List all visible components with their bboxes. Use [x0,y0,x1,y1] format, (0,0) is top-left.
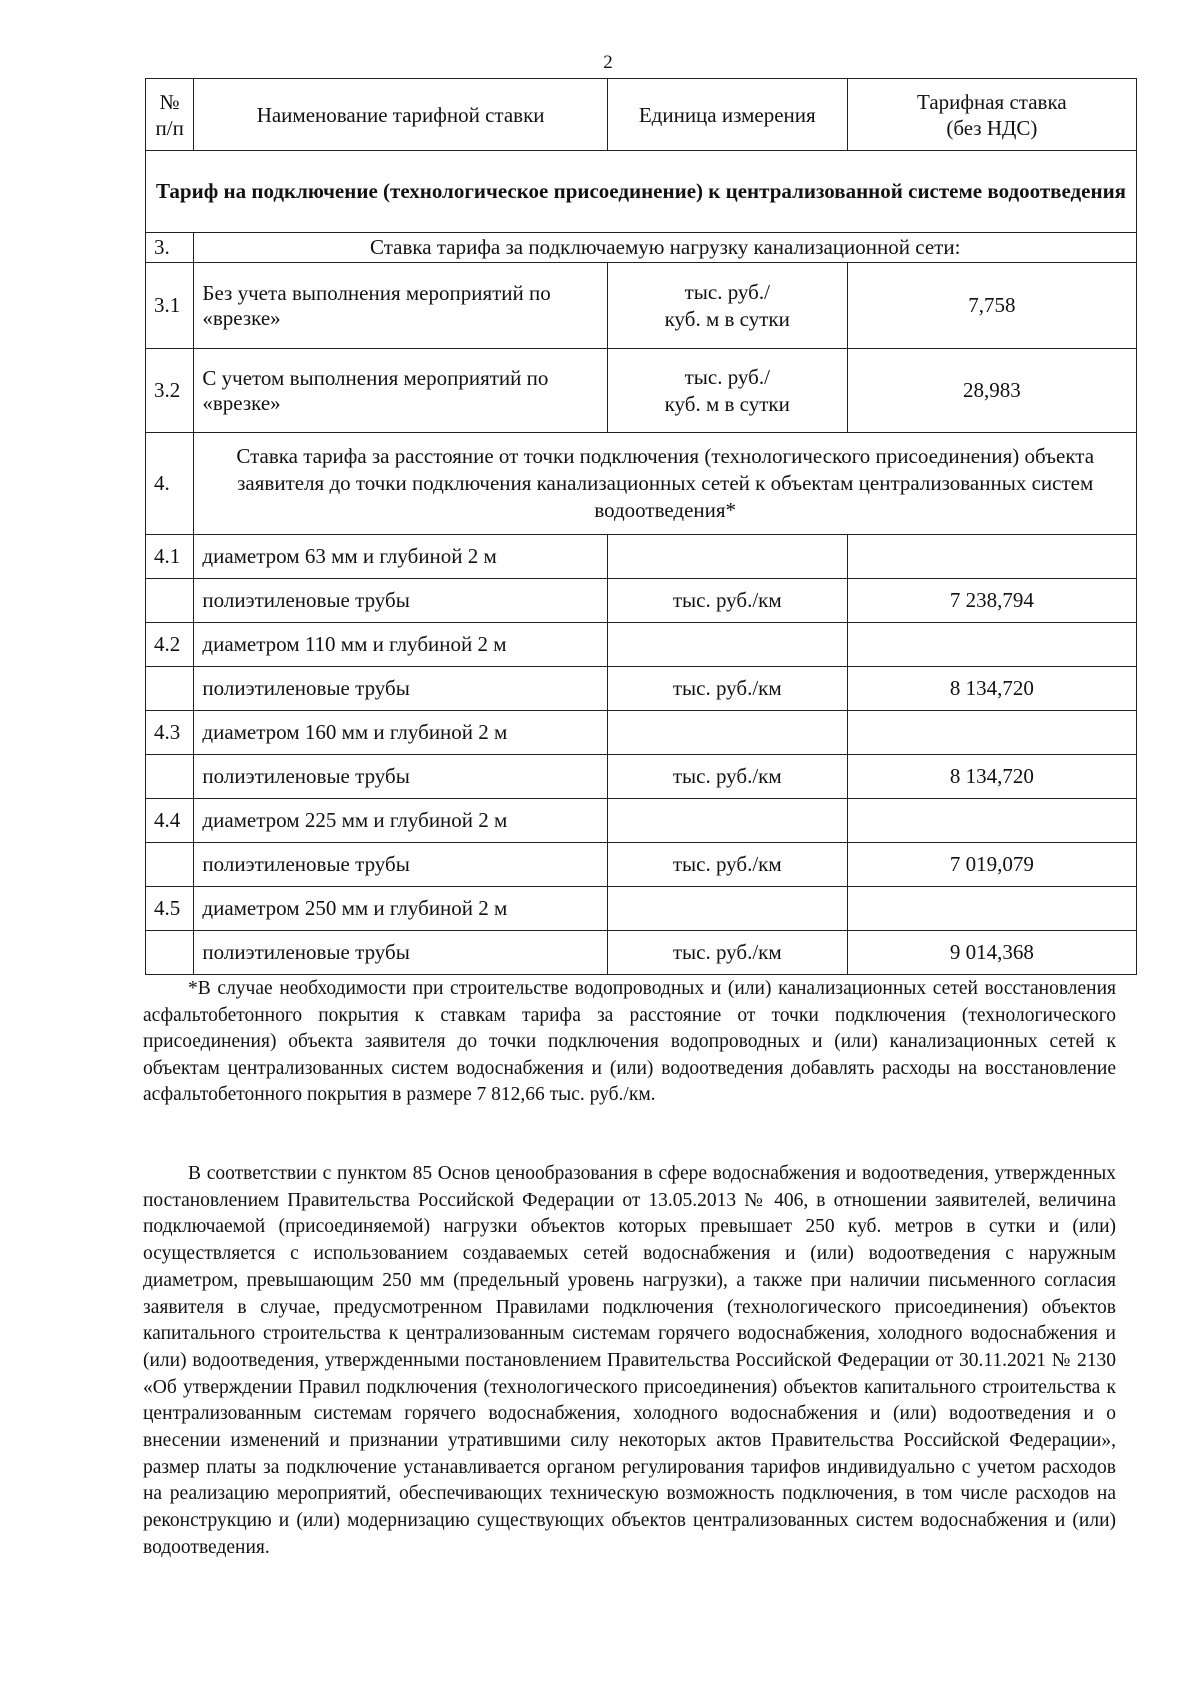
row-name: полиэтиленовые трубы [194,579,607,623]
row-num: 4.1 [146,535,194,579]
table-row [146,579,1137,623]
row-unit [607,535,847,579]
table-row [146,263,1137,349]
row-unit: тыс. руб./км [607,843,847,887]
row-num [146,755,194,799]
row-unit [607,887,847,931]
row-name: диаметром 225 мм и глубиной 2 м [194,799,607,843]
row-unit: тыс. руб./км [607,667,847,711]
row-num: 3.2 [146,349,194,433]
row-num: 3.1 [146,263,194,349]
table-row [146,799,1137,843]
section-title: Тариф на подключение (технологическое присоединение) к централизованной системе водоотведения [146,151,1137,233]
row-rate: 7 238,794 [847,579,1136,623]
table-row [146,233,1137,263]
row-rate [847,711,1136,755]
row-num: 4.5 [146,887,194,931]
row-num: 3. [146,233,194,263]
row-name: Ставка тарифа за подключаемую нагрузку канализационной сети: [194,233,1137,263]
header-unit: Единица измерения [607,79,847,151]
row-name: С учетом выполнения мероприятий по «врезке» [194,349,607,433]
footnote [143,976,1116,1109]
row-rate: 8 134,720 [847,667,1136,711]
row-num: 4.3 [146,711,194,755]
table-row [146,887,1137,931]
row-name: Ставка тарифа за расстояние от точки подключения (технологического присоединения) объекта заявителя до точки подключения канализационных сетей к объектам централизованных систем водоотведения* [194,433,1137,535]
table-row [146,623,1137,667]
row-unit [607,623,847,667]
row-num: 4.4 [146,799,194,843]
main-paragraph [143,1161,1116,1562]
row-rate [847,799,1136,843]
table-row [146,349,1137,433]
row-rate: 9 014,368 [847,931,1136,975]
row-rate: 28,983 [847,349,1136,433]
row-unit: тыс. руб./ куб. м в сутки [607,263,847,349]
header-name: Наименование тарифной ставки [194,79,607,151]
table-header-row [146,79,1137,151]
row-name: Без учета выполнения мероприятий по «врезке» [194,263,607,349]
table-row [146,755,1137,799]
row-name: полиэтиленовые трубы [194,843,607,887]
page-number: 2 [603,52,613,73]
row-num [146,843,194,887]
row-name: полиэтиленовые трубы [194,667,607,711]
table-row [146,667,1137,711]
row-rate [847,623,1136,667]
row-rate: 8 134,720 [847,755,1136,799]
row-unit: тыс. руб./км [607,931,847,975]
row-name: полиэтиленовые трубы [194,931,607,975]
row-name: диаметром 160 мм и глубиной 2 м [194,711,607,755]
table-row [146,535,1137,579]
row-rate: 7,758 [847,263,1136,349]
row-unit [607,711,847,755]
row-rate: 7 019,079 [847,843,1136,887]
row-num [146,667,194,711]
row-unit: тыс. руб./км [607,755,847,799]
table-row [146,843,1137,887]
row-name: диаметром 250 мм и глубиной 2 м [194,887,607,931]
row-num [146,931,194,975]
row-unit: тыс. руб./км [607,579,847,623]
row-rate [847,887,1136,931]
table-row [146,711,1137,755]
table-row [146,433,1137,535]
footnote-text: *В случае необходимости при строительстве водопроводных и (или) канализационных сетей восстановления асфальтобетонного покрытия к ставкам тарифа за расстояние от точки подключения (технологического присоединения) объекта заявителя до точки подключения водопроводных и (или) канализационных сетей к объектам централизованных систем водоснабжения и (или) водоотведения добавлять расходы на восстановление асфальтобетонного покрытия в размере 7 812,66 тыс. руб./км. [143,978,1116,1105]
row-name: диаметром 63 мм и глубиной 2 м [194,535,607,579]
section-title-row [146,151,1137,233]
row-name: диаметром 110 мм и глубиной 2 м [194,623,607,667]
row-unit: тыс. руб./ куб. м в сутки [607,349,847,433]
row-num: 4. [146,433,194,535]
main-paragraph-text: В соответствии с пунктом 85 Основ ценообразования в сфере водоснабжения и водоотведения, утвержденных постановлением Правительства Российской Федерации от 13.05.2013 № 406, в отношении заявителей, величина подключаемой (присоединяемой) нагрузки объектов которых превышает 250 куб. метров в сутки и (или) осуществляется с использованием создаваемых сетей водоснабжения и (или) водоотведения с наружным диаметром, превышающим 250 мм (предельный уровень нагрузки), а также при наличии письменного согласия заявителя в случае, предусмотренном Правилами подключения (технологического присоединения) объектов капитального строительства к централизованным системам горячего водоснабжения, холодного водоснабжения и (или) водоотведения, утвержденными постановлением Правительства Российской Федерации от 30.11.2021 № 2130 «Об утверждении Правил подключения (технологического присоединения) объектов капитального строительства к централизованным системам горячего водоснабжения, холодного водоснабжения и (или) водоотведения и о внесении изменений и признании утратившими силу некоторых актов Правительства Российской Федерации», размер платы за подключение устанавливается органом регулирования тарифов индивидуально с учетом расходов на реализацию мероприятий, обеспечивающих техническую возможность подключения, в том числе расходов на реконструкцию и (или) модернизацию существующих объектов централизованных систем водоснабжения и (или) водоотведения. [143,1163,1116,1558]
header-num: № п/п [146,79,194,151]
row-name: полиэтиленовые трубы [194,755,607,799]
header-rate: Тарифная ставка (без НДС) [847,79,1136,151]
row-rate [847,535,1136,579]
table-row [146,931,1137,975]
row-num [146,579,194,623]
row-unit [607,799,847,843]
row-num: 4.2 [146,623,194,667]
tariff-table [145,78,1137,975]
